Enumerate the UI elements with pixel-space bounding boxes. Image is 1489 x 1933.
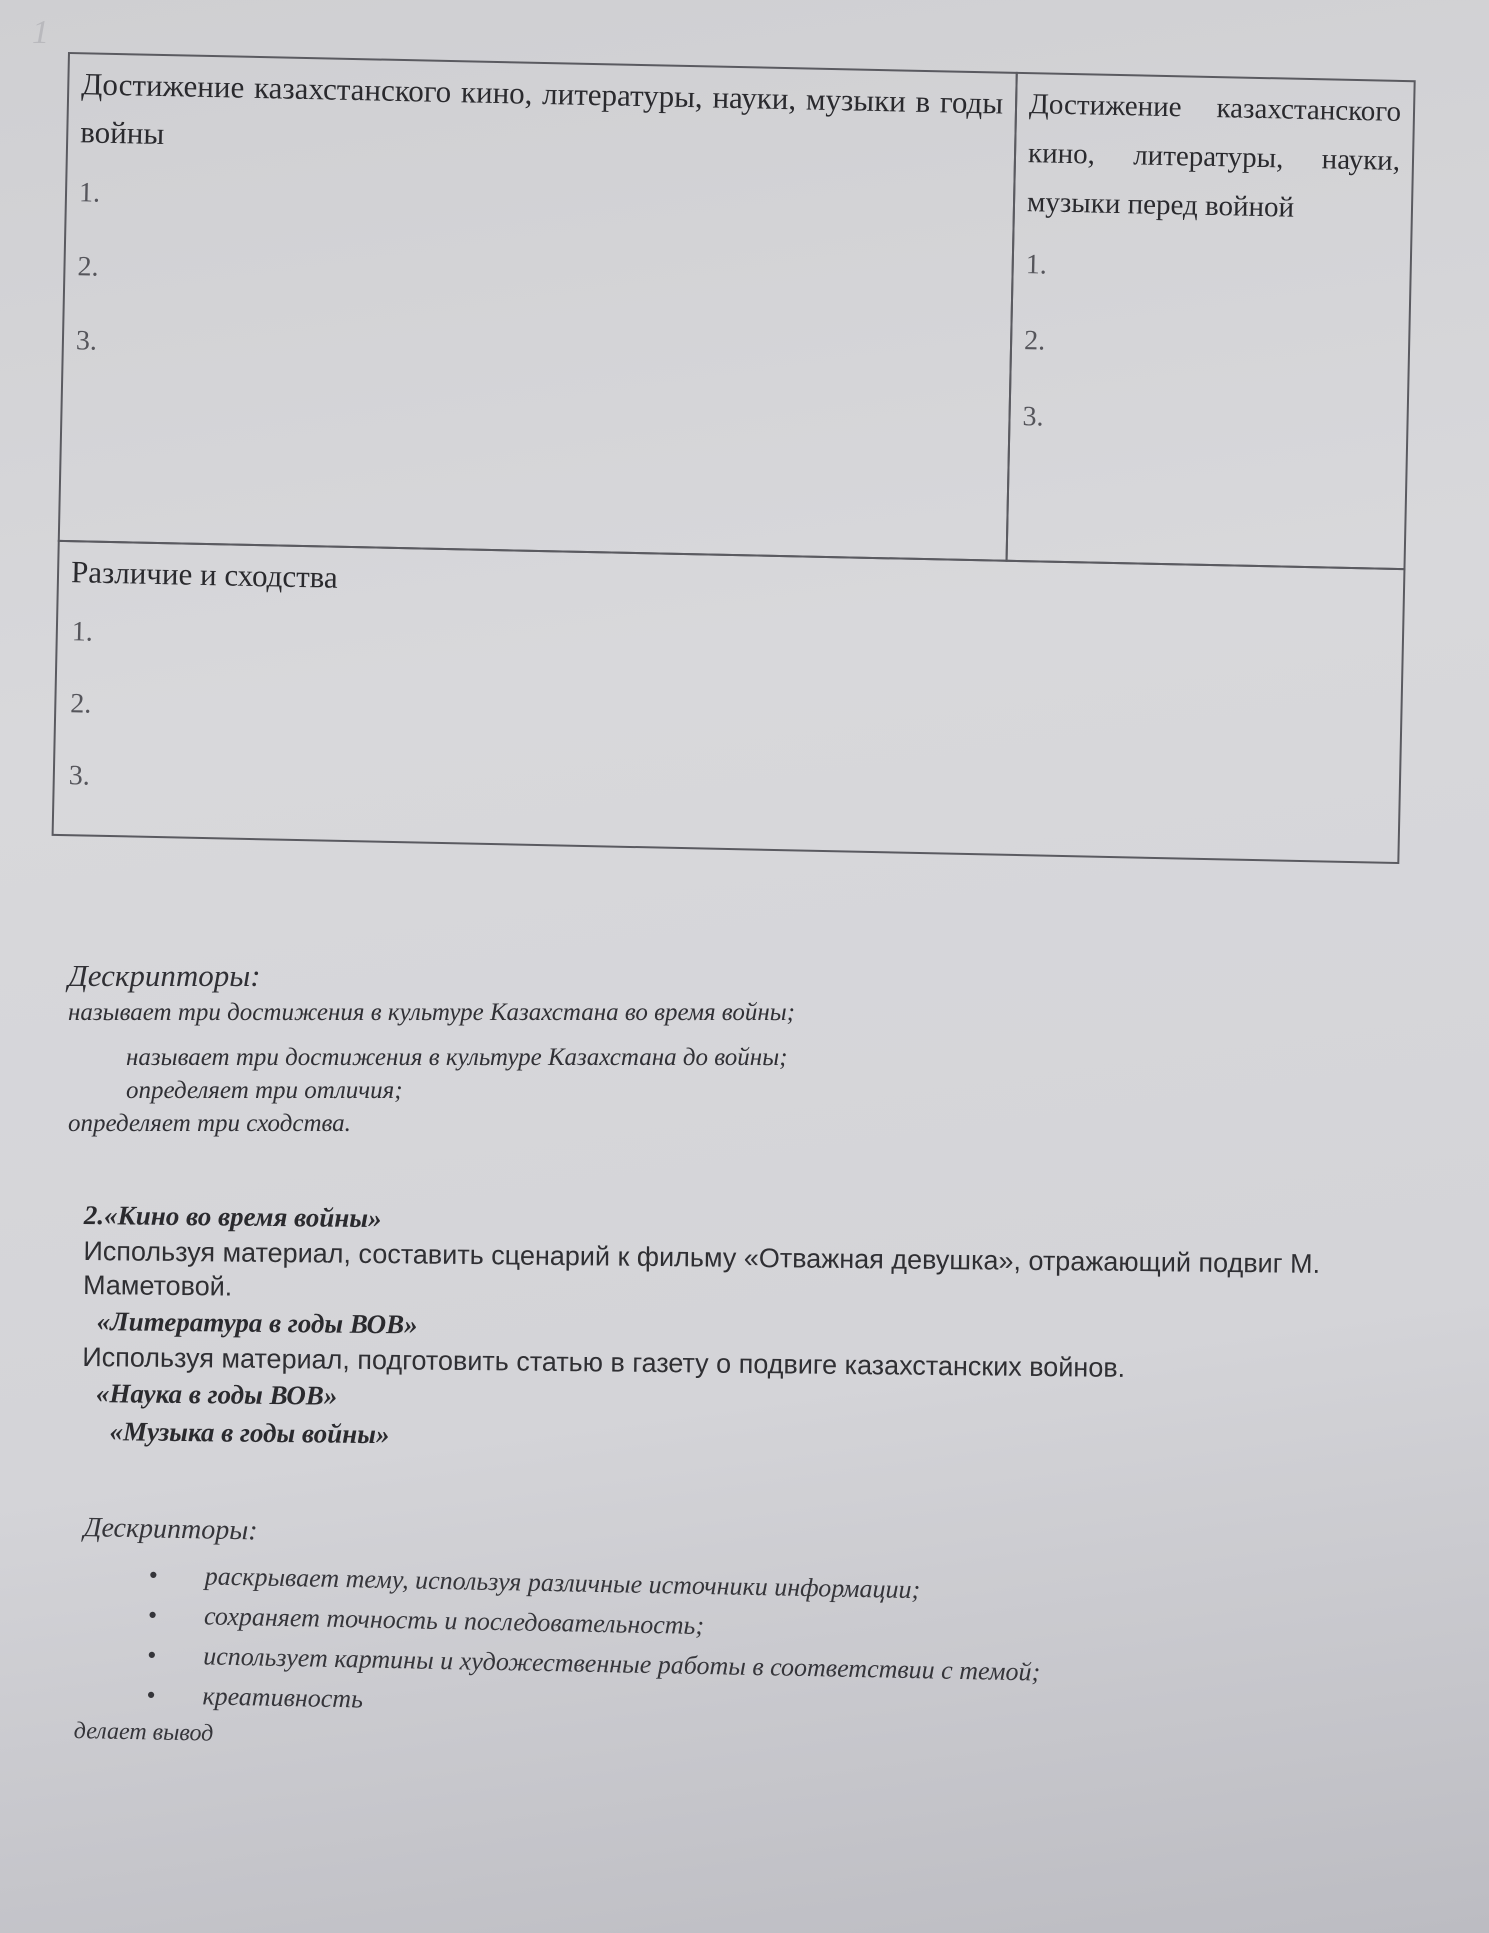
comparison-table (52, 52, 1416, 862)
task-literature-text: Используя материал, подготовить статью в газету о подвиге казахстанских войнов. (82, 1341, 1126, 1383)
page-number: 1 (32, 14, 49, 51)
list-item: 1. (1025, 249, 1048, 281)
list-item: 3. (1022, 401, 1044, 433)
descriptors-section-2 (73, 1512, 1437, 1774)
list-item: 2. (77, 251, 99, 283)
descriptors-title: Дескрипторы: (83, 1512, 258, 1547)
cell-during-war-heading: Достижение казахстанского кино, литературы, науки, музыки в годы войны (79, 66, 1004, 152)
task-music-title: «Музыка в годы войны» (109, 1416, 390, 1450)
descriptor-line: называет три достижения в культуре Казахстана до войны; (126, 1044, 788, 1071)
cell-before-war (1006, 72, 1416, 570)
task-2-section (81, 1196, 1444, 1464)
descriptor-line: называет три достижения в культуре Казахстана во время войны; (68, 999, 795, 1026)
list-item: • сохраняет точность и последовательность; (148, 1595, 1437, 1660)
list-item: 3. (75, 325, 98, 357)
cell-before-war-heading: Достижение казахстанского кино, литературы, науки, музыки перед войной (1026, 88, 1402, 224)
task-film-text: Используя материал, составить сценарий к фильму «Отважная девушка», отражающий подвиг М. Маметовой. (82, 1235, 1321, 1302)
descriptors-section-1 (68, 958, 795, 1140)
list-item: • раскрывает тему, используя различные источники информации; (148, 1555, 1437, 1620)
descriptors-title: Дескрипторы: (68, 958, 261, 993)
descriptor-line: определяет три отличия; (126, 1077, 403, 1104)
descriptor-bullet-list (74, 1554, 1437, 1740)
descriptor-final-line: делает вывод (73, 1717, 214, 1747)
cell-comparison (52, 540, 1406, 864)
cell-comparison-heading: Различие и сходства (70, 554, 339, 595)
list-item: 2. (1023, 325, 1046, 357)
task-literature-title: «Литература в годы ВОВ» (96, 1306, 418, 1340)
task-film-title: 2.«Кино во время войны» (83, 1199, 382, 1234)
cell-during-war (58, 52, 1018, 562)
list-item: • использует картины и художественные работы в соответствии с темой; (147, 1635, 1436, 1700)
list-item: 1. (71, 616, 94, 648)
list-item: 2. (70, 688, 92, 720)
list-item: 3. (68, 760, 91, 792)
list-item: 1. (78, 177, 101, 209)
task-science-title: «Наука в годы ВОВ» (95, 1378, 338, 1411)
list-item: • креативность (146, 1675, 1435, 1740)
descriptor-line: определяет три сходства. (68, 1110, 351, 1137)
